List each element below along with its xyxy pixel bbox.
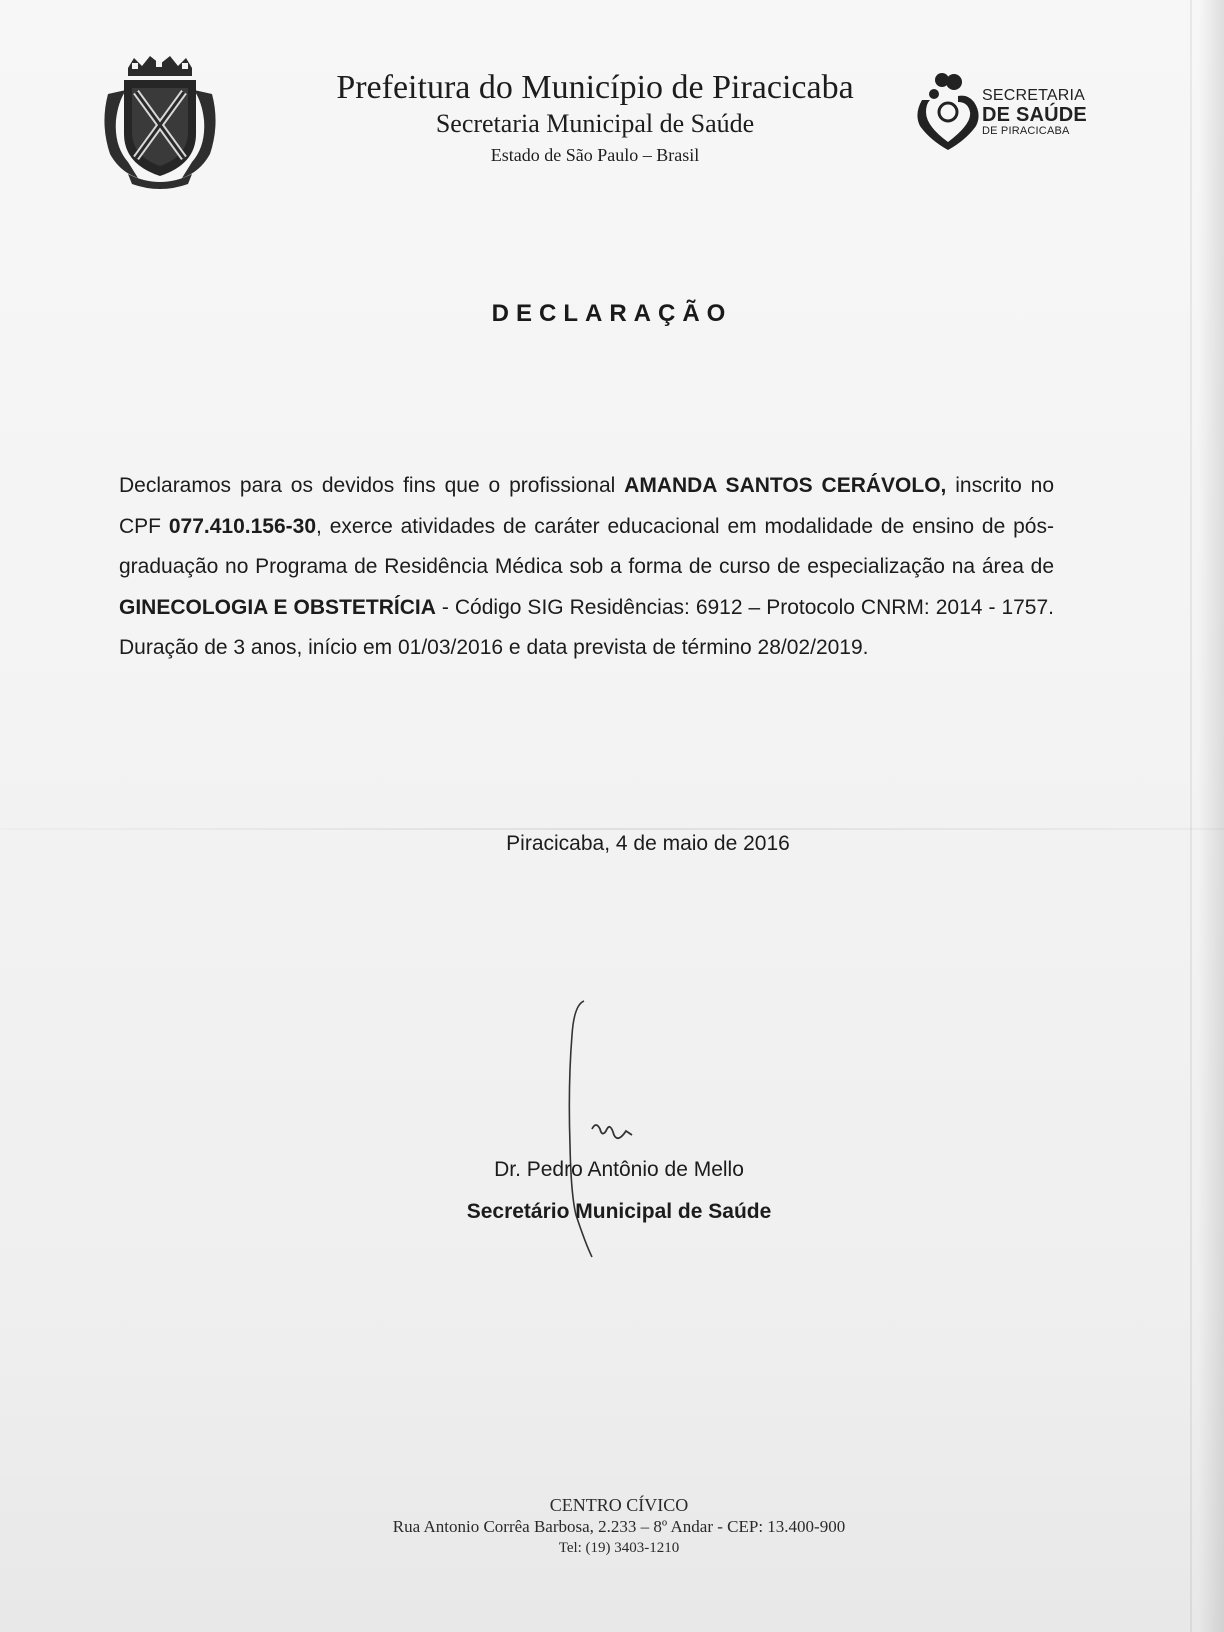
footer-address xyxy=(0,1494,1224,1558)
document-title: DECLARAÇÃO xyxy=(491,300,733,327)
department-subtitle: Secretaria Municipal de Saúde xyxy=(435,109,755,138)
state-country-line: Estado de São Paulo – Brasil xyxy=(490,145,700,165)
declaration-paragraph xyxy=(119,466,1054,669)
municipal-crest-icon xyxy=(98,54,222,190)
municipality-title: Prefeitura do Município de Piracicaba xyxy=(336,69,854,106)
body-text-4: - Código SIG Residências: 6912 – Protocolo CNRM: 2014 - 1757. Duração de 3 anos, início em 01/03/2016 e data prevista de término 28/02/2019. xyxy=(119,595,1054,659)
health-logo-text xyxy=(982,88,1087,137)
paper-fold-horizontal xyxy=(0,828,1224,830)
specialty-name: GINECOLOGIA E OBSTETRÍCIA xyxy=(119,595,436,619)
signer-name: Dr. Pedro Antônio de Mello xyxy=(494,1158,744,1181)
body-text-2: inscrito no CPF xyxy=(119,474,1055,538)
footer-street: Rua Antonio Corrêa Barbosa, 2.233 – 8º Andar - CEP: 13.400-900 xyxy=(392,1517,846,1536)
logo-line-piracicaba: DE PIRACICABA xyxy=(982,125,1070,137)
handwritten-signature xyxy=(556,995,676,1265)
logo-line-saude: DE SAÚDE xyxy=(982,104,1087,126)
signer-role: Secretário Municipal de Saúde xyxy=(466,1200,772,1223)
health-secretariat-logo xyxy=(912,70,1102,156)
body-text-3: , exerce atividades de caráter educacional em modalidade de ensino de pós-graduação no Programa de Residência Médica sob a forma de curso de especialização na área de xyxy=(119,514,1054,578)
body-text-1: Declaramos para os devidos fins que o profissional xyxy=(119,474,625,497)
cpf-number: 077.410.156-30 xyxy=(168,514,317,538)
declaration-body xyxy=(119,466,1054,669)
paper-fold-vertical xyxy=(1190,0,1192,1632)
letterhead xyxy=(280,68,910,168)
paper-edge-shadow xyxy=(1198,0,1224,1632)
footer-phone: Tel: (19) 3403-1210 xyxy=(558,1540,680,1556)
professional-name: AMANDA SANTOS CERÁVOLO, xyxy=(624,474,947,497)
logo-line-secretaria: SECRETARIA xyxy=(982,87,1086,104)
heart-family-icon xyxy=(912,70,984,152)
place-and-date: Piracicaba, 4 de maio de 2016 xyxy=(506,832,790,855)
footer-building: CENTRO CÍVICO xyxy=(549,1495,689,1515)
